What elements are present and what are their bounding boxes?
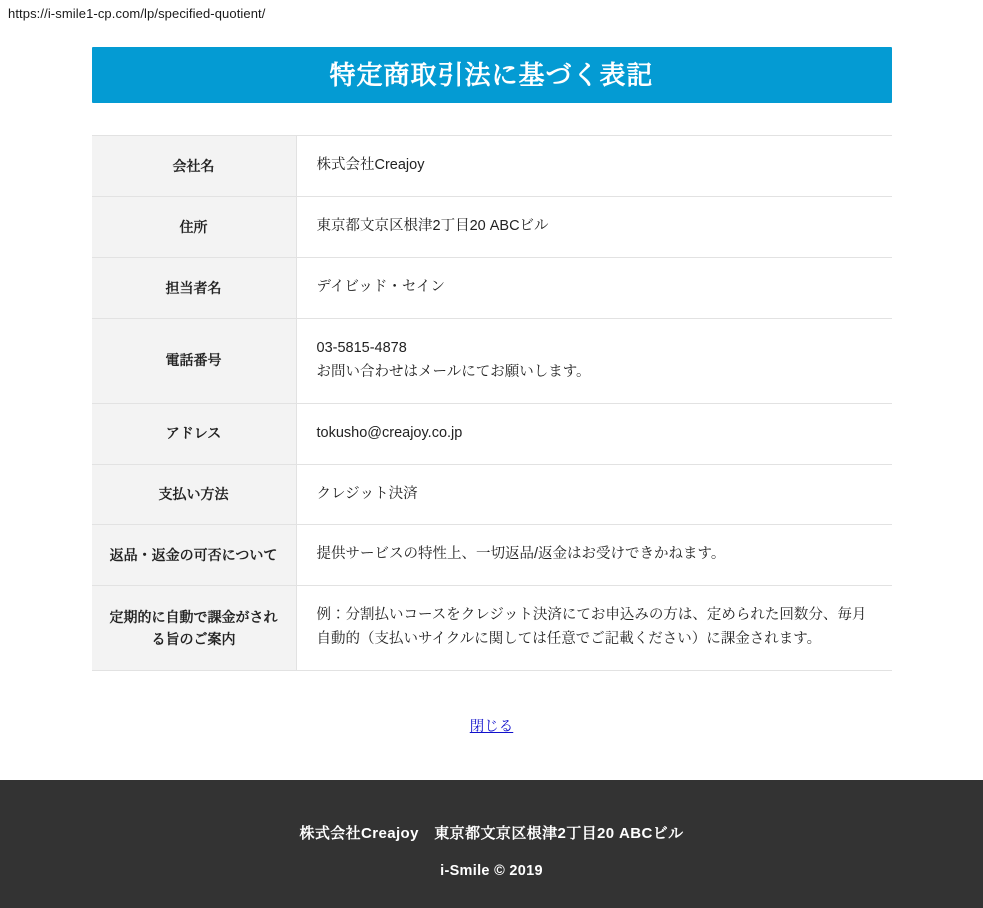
- page-title: 特定商取引法に基づく表記: [92, 47, 892, 103]
- row-label-returns-policy: 返品・返金の可否について: [92, 525, 297, 586]
- page-content: [92, 21, 892, 736]
- row-value-returns-policy: [296, 525, 892, 586]
- row-label-recurring-billing: 定期的に自動で課金がされる旨のご案内: [92, 586, 297, 671]
- page-footer: [0, 780, 983, 908]
- footer-company-info: 株式会社Creajoy 東京都文京区根津2丁目20 ABCビル: [299, 825, 684, 842]
- table-row: [92, 403, 892, 464]
- row-label-email: アドレス: [92, 403, 297, 464]
- table-row: [92, 318, 892, 403]
- row-value-company-name: [296, 136, 892, 197]
- table-row: [92, 257, 892, 318]
- table-row: [92, 136, 892, 197]
- cell-line: 例：分割払いコースをクレジット決済にてお申込みの方は、定められた回数分、毎月自動的（支払いサイクルに関しては任意でご記載ください）に課金されます。: [316, 607, 867, 648]
- cell-line: デイビッド・セイン: [316, 278, 445, 295]
- row-value-recurring-billing: [296, 586, 892, 671]
- footer-copyright: i-Smile © 2019: [440, 863, 543, 879]
- row-value-payment-method: [296, 464, 892, 525]
- row-label-contact-person: 担当者名: [92, 257, 297, 318]
- cell-line: 株式会社Creajoy: [316, 157, 425, 173]
- cell-line: お問い合わせはメールにてお願いします。: [316, 363, 591, 380]
- row-value-address: [296, 196, 892, 257]
- table-row: [92, 196, 892, 257]
- row-label-address: 住所: [92, 196, 297, 257]
- table-row: [92, 464, 892, 525]
- cell-line: 03-5815-4878: [316, 339, 407, 356]
- table-row: [92, 525, 892, 586]
- close-link[interactable]: 閉じる: [469, 719, 514, 736]
- row-value-phone: [296, 318, 892, 403]
- row-value-contact-person: [296, 257, 892, 318]
- row-label-company-name: 会社名: [92, 136, 297, 197]
- browser-url-text: https://i-smile1-cp.com/lp/specified-quotient/: [8, 6, 266, 21]
- cell-line: tokusho@creajoy.co.jp: [316, 424, 463, 441]
- table-row: [92, 586, 892, 671]
- cell-line: 提供サービスの特性上、一切返品/返金はお受けできかねます。: [316, 546, 726, 563]
- row-label-phone: 電話番号: [92, 318, 297, 403]
- row-value-email: [296, 403, 892, 464]
- close-link-container: [92, 715, 892, 736]
- cell-line: クレジット決済: [316, 485, 418, 502]
- specified-commercial-transactions-table: [92, 135, 892, 671]
- cell-line: 東京都文京区根津2丁目20 ABCビル: [316, 217, 549, 234]
- row-label-payment-method: 支払い方法: [92, 464, 297, 525]
